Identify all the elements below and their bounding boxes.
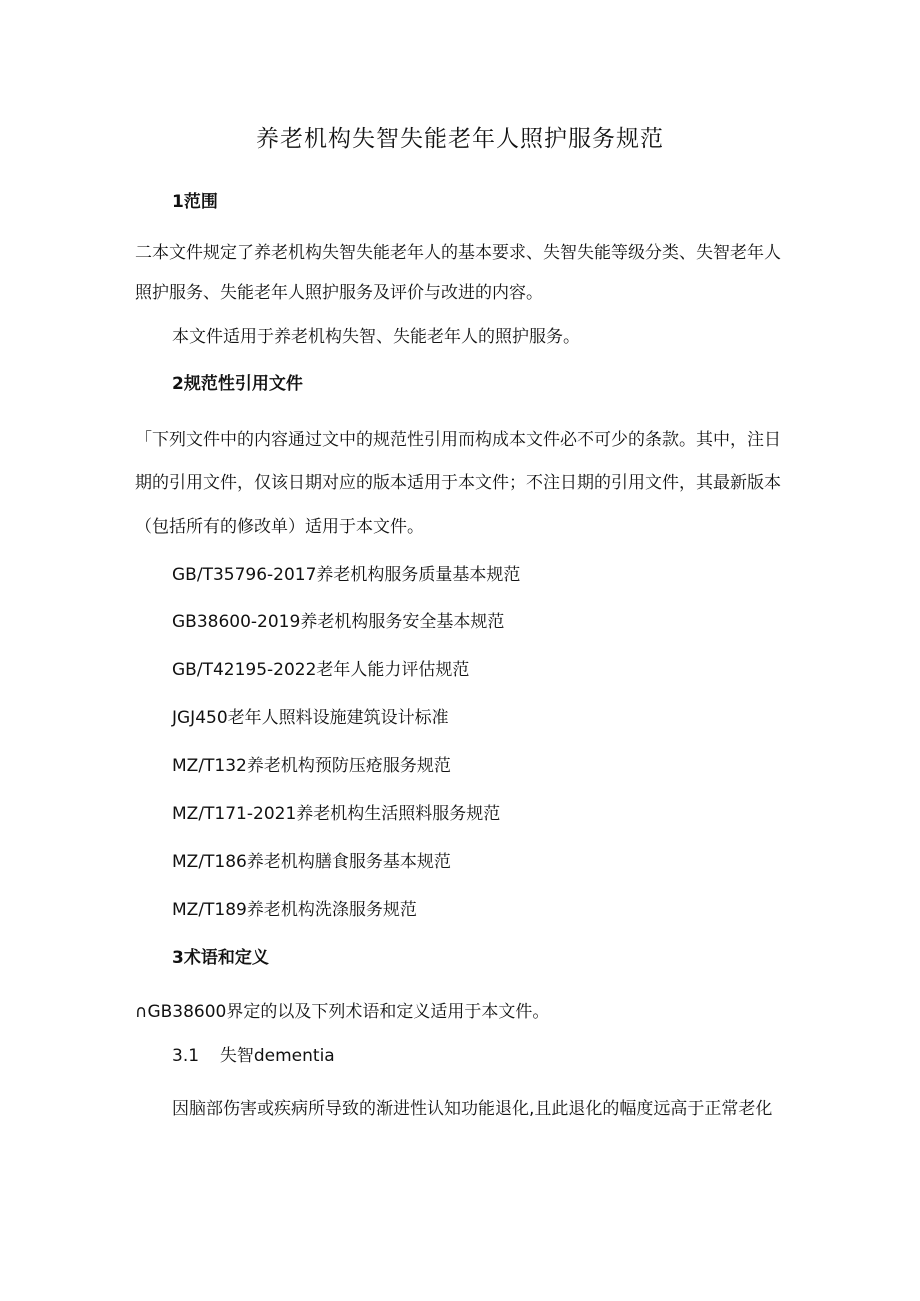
section-1-paragraph-line: 照护服务、失能老年人照护服务及评价与改进的内容。: [135, 283, 543, 303]
reference-item: GB/T42195-2022老年人能力评估规范: [172, 660, 470, 680]
section-2-paragraph-line: （包括所有的修改单）适用于本文件。: [135, 517, 424, 537]
reference-item: MZ/T186养老机构膳食服务基本规范: [172, 852, 451, 872]
section-2-heading: 2规范性引用文件: [172, 374, 303, 394]
reference-item: GB/T35796-2017养老机构服务质量基本规范: [172, 565, 521, 585]
term-name: 失智dementia: [219, 1046, 335, 1066]
section-1-scope-paragraph: 本文件适用于养老机构失智、失能老年人的照护服务。: [172, 327, 580, 347]
section-3-intro: ∩GB38600界定的以及下列术语和定义适用于本文件。: [135, 1002, 550, 1022]
term-definition-line: 因脑部伤害或疾病所导致的渐进性认知功能退化,且此退化的幅度远高于正常老化: [172, 1099, 773, 1119]
term-heading: [172, 1044, 335, 1068]
section-3-heading: 3术语和定义: [172, 948, 269, 968]
section-1-paragraph-line: 二本文件规定了养老机构失智失能老年人的基本要求、失智失能等级分类、失智老年人: [135, 243, 781, 263]
term-number: 3.1: [172, 1046, 200, 1066]
document-title: 养老机构失智失能老年人照护服务规范: [256, 126, 664, 152]
section-2-paragraph-line: 期的引用文件，仅该日期对应的版本适用于本文件；不注日期的引用文件，其最新版本: [135, 473, 781, 493]
section-1-heading: 1范围: [172, 192, 218, 212]
section-2-paragraph-line: 「下列文件中的内容通过文中的规范性引用而构成本文件必不可少的条款。其中，注日: [135, 430, 781, 450]
reference-item: MZ/T132养老机构预防压疮服务规范: [172, 756, 451, 776]
reference-item: MZ/T171-2021养老机构生活照料服务规范: [172, 804, 501, 824]
reference-item: MZ/T189养老机构洗涤服务规范: [172, 900, 417, 920]
reference-item: JGJ450老年人照料设施建筑设计标准: [172, 708, 449, 728]
reference-item: GB38600-2019养老机构服务安全基本规范: [172, 612, 505, 632]
